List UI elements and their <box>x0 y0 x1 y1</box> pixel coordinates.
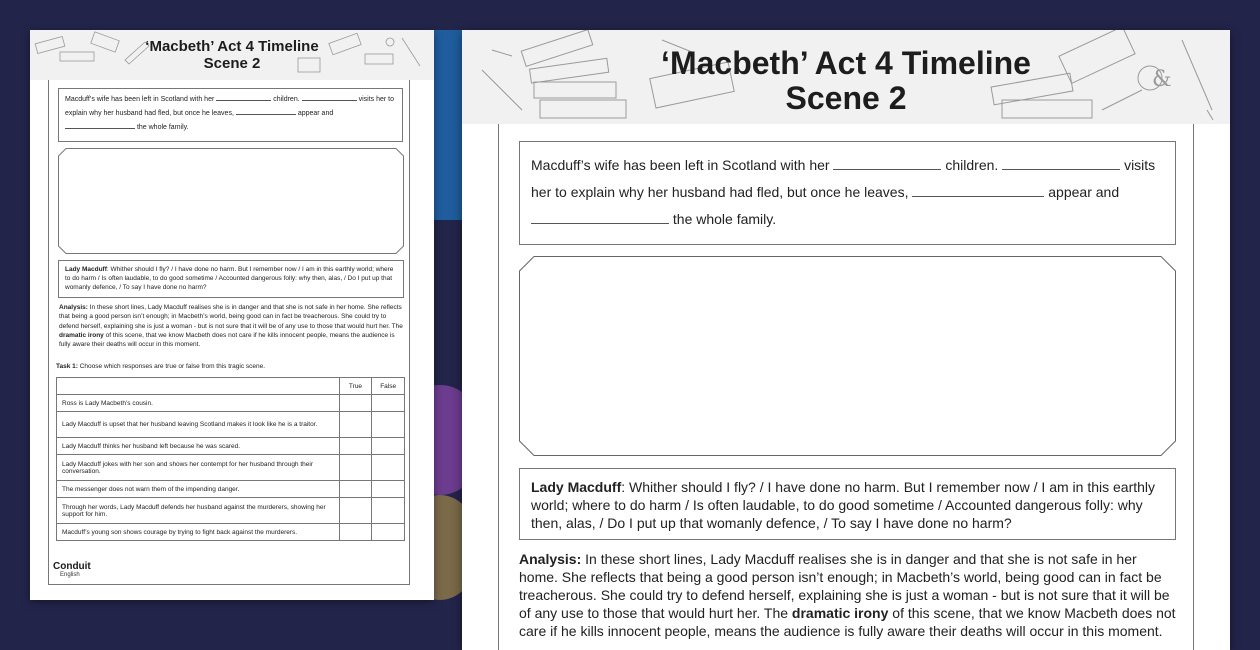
false-checkbox[interactable] <box>372 395 405 412</box>
table-row: Lady Macduff is upset that her husband leaving Scotland makes it look like he is a traitor. <box>57 412 405 438</box>
true-checkbox[interactable] <box>339 395 372 412</box>
analysis-text: Analysis: In these short lines, Lady Macduff realises she is in danger and that she is not safe in her home. She reflects that being a good person isn’t enough; in Macbeth’s world, being good can in fact be treacherous. She could try to defend herself, explaining she is just a woman - but is not sure that it will be of any use to those that would hurt her. The dramatic irony of this scene, that we know Macbeth does not care if he kills innocent people, means the audience is fully aware their deaths will occur in this moment. <box>59 304 403 349</box>
summary-box: Macduff’s wife has been left in Scotland with her children. visits her to explain why her husband had fled, but once he leaves, appear and the whole family. <box>58 88 403 142</box>
false-checkbox[interactable] <box>372 455 405 481</box>
worksheet-thumbnail[interactable] <box>30 30 434 600</box>
table-row: The messenger does not warn them of the impending danger. <box>57 481 405 498</box>
drawing-box[interactable] <box>519 256 1176 456</box>
header-illustration <box>30 30 434 80</box>
true-checkbox[interactable] <box>339 412 372 438</box>
true-checkbox[interactable] <box>339 498 372 524</box>
false-checkbox[interactable] <box>372 438 405 455</box>
summary-box: Macduff’s wife has been left in Scotland with her children. visits her to explain why her husband had fled, but once he leaves, appear and the whole family. <box>519 141 1176 245</box>
quote-box: Lady Macduff: Whither should I fly? / I have done no harm. But I remember now / I am in this earthly world; where to do harm / Is often laudable, to do good sometime / Accounted dangerous folly: why then, alas, / Do I put up that womanly defence, / To say I have done no harm? <box>519 468 1176 540</box>
true-header: True <box>339 378 372 395</box>
worksheet-preview[interactable] <box>462 30 1230 650</box>
true-checkbox[interactable] <box>339 438 372 455</box>
table-row: Lady Macduff jokes with her son and shows her contempt for her husband through their conversation. <box>57 455 405 481</box>
true-checkbox[interactable] <box>339 481 372 498</box>
false-checkbox[interactable] <box>372 412 405 438</box>
analysis-text: Analysis: In these short lines, Lady Macduff realises she is in danger and that she is not safe in her home. She reflects that being a good person isn’t enough; in Macbeth’s world, being good can in fact be treacherous. She could try to defend herself, explaining she is just a woman - but is not sure that it will be of any use to those that would hurt her. The dramatic irony of this scene, that we know Macbeth does not care if he kills innocent people, means the audience is fully aware their deaths will occur in this moment. <box>519 551 1176 639</box>
table-row: Ross is Lady Macbeth’s cousin. <box>57 395 405 412</box>
false-header: False <box>372 378 405 395</box>
true-false-table <box>56 377 405 541</box>
task-instruction: Task 1: Choose which responses are true or false from this tragic scene. <box>56 363 266 370</box>
table-row: Lady Macduff thinks her husband left because he was scared. <box>57 438 405 455</box>
false-checkbox[interactable] <box>372 481 405 498</box>
quote-box: Lady Macduff: Whither should I fly? / I have done no harm. But I remember now / I am in this earthly world; where to do harm / Is often laudable, to do good sometime / Accounted dangerous folly: why then, alas, / Do I put up that womanly defence, / To say I have done no harm? <box>58 260 404 298</box>
table-row: Macduff’s young son shows courage by trying to fight back against the murderers. <box>57 524 405 541</box>
true-checkbox[interactable] <box>339 455 372 481</box>
drawing-box[interactable] <box>58 148 404 254</box>
true-checkbox[interactable] <box>339 524 372 541</box>
page-title: ‘Macbeth’ Act 4 Timeline Scene 2 <box>661 45 1031 117</box>
page-title: ‘Macbeth’ Act 4 Timeline Scene 2 <box>145 38 319 72</box>
brand-logo: Conduit English <box>53 561 91 578</box>
false-checkbox[interactable] <box>372 524 405 541</box>
false-checkbox[interactable] <box>372 498 405 524</box>
header-illustration <box>462 30 1230 124</box>
svg-text:&: & <box>1152 67 1172 92</box>
table-row: Through her words, Lady Macduff defends her husband against the murderers, showing her support for him. <box>57 498 405 524</box>
